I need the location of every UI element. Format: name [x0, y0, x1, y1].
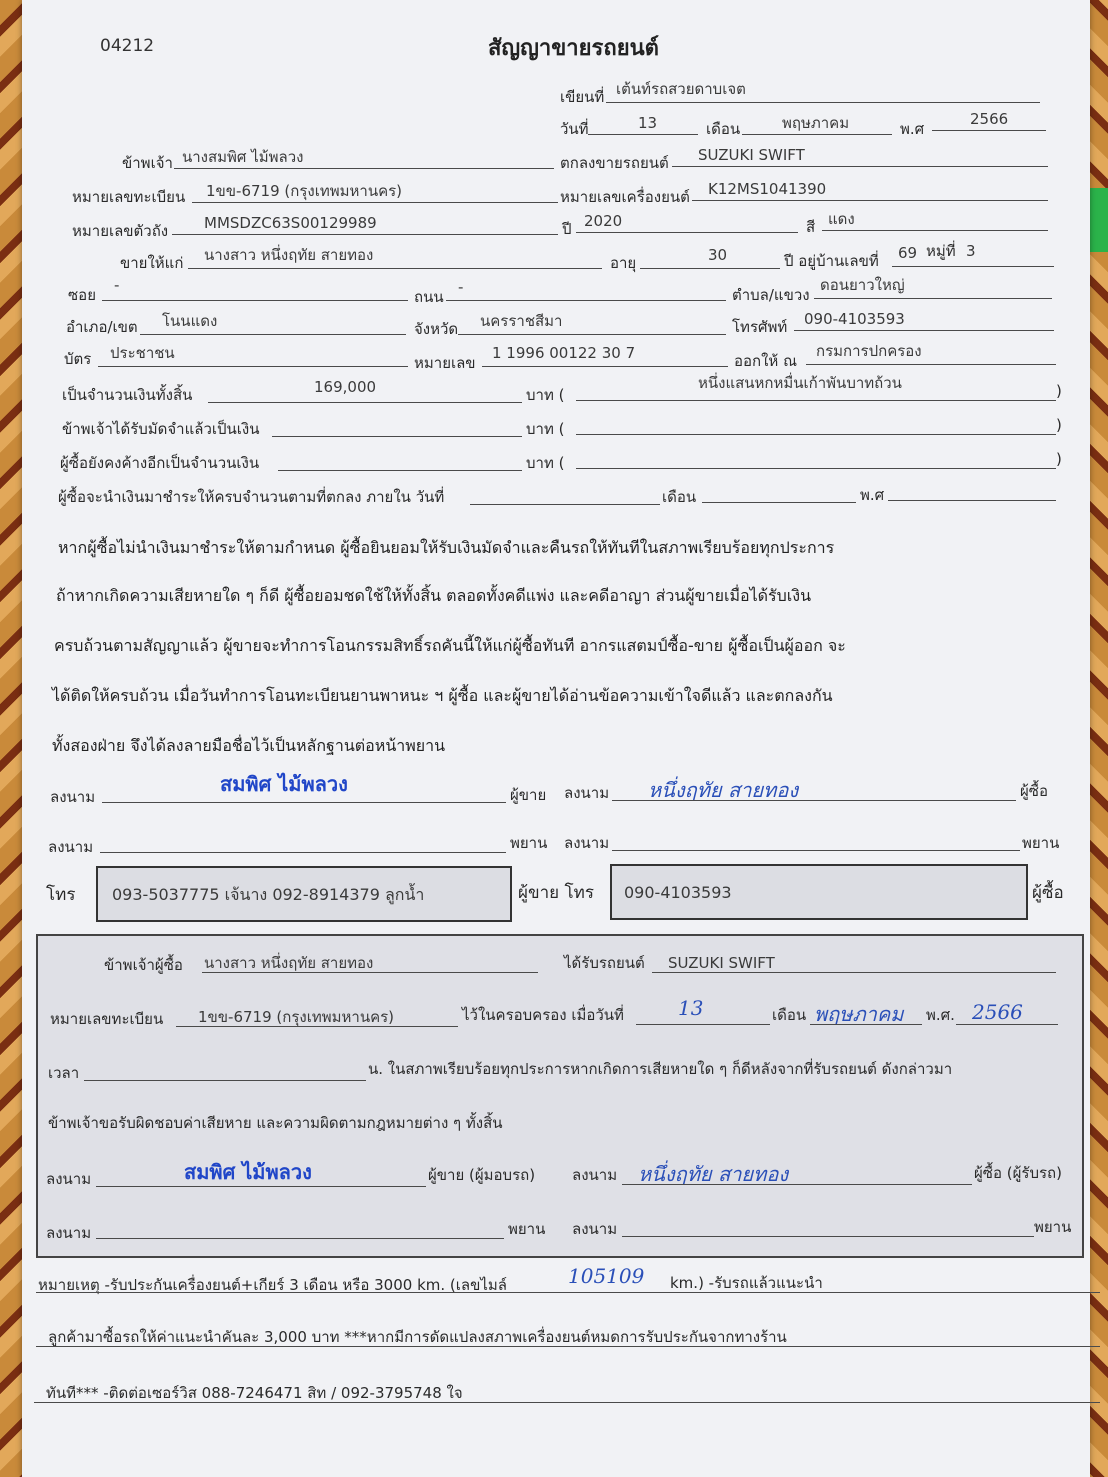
receipt-reg-label: หมายเลขทะเบียน: [50, 1010, 164, 1028]
color-value: แดง: [828, 210, 855, 228]
seller-phone-label: ผู้ขาย โทร: [518, 883, 594, 903]
underline: [482, 366, 728, 367]
underline: [822, 230, 1048, 231]
written-at-label: เขียนที่: [560, 88, 605, 106]
total-value: 169,000: [314, 378, 377, 396]
receipt-month-label: เดือน: [772, 1006, 807, 1024]
contract-paper: [22, 0, 1090, 1477]
engine-value: K12MS1041390: [708, 180, 827, 198]
receipt-buyer-role: ผู้ซื้อ (ผู้รับรถ): [974, 1164, 1062, 1182]
underline: [84, 1080, 366, 1081]
underline: [202, 972, 538, 973]
underline: [932, 130, 1046, 131]
amphoe-value: โนนแดง: [162, 312, 218, 330]
buyer-phone-box: [610, 864, 1028, 920]
close-paren: ): [1056, 382, 1062, 400]
road-value: -: [458, 278, 464, 296]
receipt-month: พฤษภาคม: [814, 1002, 904, 1026]
underline: [172, 234, 558, 235]
underline: [446, 300, 726, 301]
underline: [692, 200, 1048, 201]
underline: [612, 850, 1020, 851]
doc-number: 04212: [100, 36, 155, 56]
possess-label: ไว้ในครอบครอง เมื่อวันที่: [462, 1006, 624, 1024]
underline: [622, 1236, 1034, 1237]
underline: [622, 1184, 972, 1185]
agree-label: ตกลงขายรถยนต์: [560, 154, 669, 172]
underline: [36, 1346, 1100, 1347]
underline: [470, 504, 660, 505]
sign-label: ลงนาม: [48, 838, 94, 856]
receipt-seller-signature: สมพิศ ไม้พลวง: [184, 1160, 312, 1184]
underline: [892, 266, 1054, 267]
underline: [794, 330, 1054, 331]
id-label: หมายเลข: [414, 354, 476, 372]
underline: [34, 1402, 1100, 1403]
buyer-name: นางสาว หนึ่งฤทัย สายทอง: [204, 246, 374, 264]
chassis-value: MMSDZC63S00129989: [204, 214, 377, 232]
phone-value: 090-4103593: [804, 310, 905, 328]
underline: [612, 800, 1016, 801]
underline: [640, 268, 780, 269]
due-year-label: พ.ศ: [860, 486, 885, 504]
underline: [576, 232, 798, 233]
sign-label: ลงนาม: [50, 788, 96, 806]
soi-label: ซอย: [68, 286, 96, 304]
underline: [672, 166, 1048, 167]
sign-label: ลงนาม: [46, 1224, 92, 1242]
note-line2: ลูกค้ามาซื้อรถให้ค่าแนะนำคันละ 3,000 บาท ***หากมีการดัดแปลงสภาพเครื่องยนต์หมดการรับประกันจากทางร้าน: [48, 1328, 787, 1346]
underline: [192, 202, 558, 203]
underline: [810, 1024, 922, 1025]
phone-label: โทรศัพท์: [732, 318, 788, 336]
car-model: SUZUKI SWIFT: [698, 146, 805, 164]
receipt-line1: น. ในสภาพเรียบร้อยทุกประการหากเกิดการเสียหายใด ๆ ก็ดีหลังจากที่รับรถยนต์ ดังกล่าวมา: [368, 1060, 953, 1078]
term-line: หากผู้ซื้อไม่นำเงินมาชำระให้ตามกำหนด ผู้ซื้อยินยอมให้รับเงินมัดจำและคืนรถให้ทันทีในสภาพเรียบร้อยทุกประการ: [58, 538, 835, 557]
close-paren: ): [1056, 450, 1062, 468]
close-paren: ): [1056, 416, 1062, 434]
seller-label: ข้าพเจ้า: [122, 154, 173, 172]
underline: [888, 500, 1056, 501]
underline: [100, 852, 506, 853]
underline: [576, 400, 1056, 401]
seller-name: นางสมพิศ ไม้พลวง: [182, 148, 304, 166]
underline: [278, 470, 522, 471]
underline: [814, 298, 1052, 299]
written-at-value: เต้นท์รถสวยดาบเจต: [616, 80, 746, 98]
chassis-label: หมายเลขตัวถัง: [72, 222, 169, 240]
sign-label: ลงนาม: [564, 834, 610, 852]
house-label: ปี อยู่บ้านเลขที่: [784, 252, 879, 270]
note-line1-end: km.) -รับรถแล้วแนะนำ: [670, 1274, 823, 1292]
year-label: พ.ศ: [900, 120, 925, 138]
reg-label: หมายเลขทะเบียน: [72, 188, 186, 206]
age-label: อายุ: [610, 254, 637, 272]
car-year-label: ปี: [562, 220, 572, 238]
due-label: ผู้ซื้อจะนำเงินมาชำระให้ครบจำนวนตามที่ตกลง ภายใน วันที่: [58, 488, 445, 506]
buyer-signature: หนึ่งฤทัย สายทอง: [648, 778, 799, 802]
moo-label: หมู่ที่: [926, 242, 956, 260]
underline: [576, 468, 1056, 469]
term-line: ได้ติดให้ครบถ้วน เมื่อวันทำการโอนทะเบียนยานพาหนะ ฯ ผู้ซื้อ และผู้ขายได้อ่านข้อความเข้าใจดีแล้ว และตกลงกัน: [52, 686, 833, 705]
total-words: หนึ่งแสนหกหมื่นเก้าพันบาทถ้วน: [698, 374, 902, 392]
car-year-value: 2020: [584, 212, 623, 230]
witness-role: พยาน: [1022, 834, 1060, 852]
phone-label: โทร: [46, 885, 76, 905]
remain-label: ผู้ซื้อยังคงค้างอีกเป็นจำนวนเงิน: [60, 454, 260, 472]
issued-label: ออกให้ ณ: [734, 352, 797, 370]
seller-phones: 093-5037775 เจ้นาง 092-8914379 ลูกน้ำ: [112, 885, 425, 904]
underline: [102, 802, 506, 803]
underline: [272, 436, 522, 437]
age-value: 30: [708, 246, 728, 264]
page-title: สัญญาขายรถยนต์: [488, 36, 659, 61]
month-label: เดือน: [706, 120, 741, 138]
mileage: 105109: [568, 1264, 645, 1288]
seller-phone-box: [96, 866, 512, 922]
underline: [652, 972, 1056, 973]
receipt-year: 2566: [972, 1000, 1023, 1024]
witness-role: พยาน: [510, 834, 548, 852]
issued-value: กรมการปกครอง: [816, 342, 922, 360]
amphoe-label: อำเภอ/เขต: [66, 318, 138, 336]
receipt-line2: ข้าพเจ้าขอรับผิดชอบค่าเสียหาย และความผิดตามกฎหมายต่าง ๆ ทั้งสิ้น: [48, 1114, 503, 1132]
baht-label: บาท (: [526, 454, 565, 472]
underline: [636, 1024, 770, 1025]
underline: [806, 364, 1056, 365]
house-value: 69: [898, 244, 918, 262]
received-label: ได้รับรถยนต์: [564, 954, 645, 972]
sign-label: ลงนาม: [572, 1220, 618, 1238]
underline: [176, 1026, 458, 1027]
receipt-buyer-label: ข้าพเจ้าผู้ซื้อ: [104, 956, 183, 974]
underline: [208, 402, 522, 403]
underline: [742, 134, 892, 135]
road-label: ถนน: [414, 288, 444, 306]
underline: [102, 300, 408, 301]
underline: [188, 268, 602, 269]
receipt-buyer: นางสาว หนึ่งฤทัย สายทอง: [204, 954, 374, 972]
seller-role: ผู้ขาย: [510, 786, 547, 804]
engine-label: หมายเลขเครื่องยนต์: [560, 188, 690, 206]
day-label: วันที่: [560, 120, 589, 138]
total-label: เป็นจำนวนเงินทั้งสิ้น: [62, 386, 193, 404]
month-value: พฤษภาคม: [782, 114, 850, 132]
buyer-label: ขายให้แก่: [120, 254, 184, 272]
underline: [36, 1292, 1100, 1293]
seller-signature: สมพิศ ไม้พลวง: [220, 772, 348, 796]
baht-label: บาท (: [526, 420, 565, 438]
witness-role: พยาน: [1034, 1218, 1072, 1236]
tambon-value: ดอนยาวใหญ่: [820, 276, 905, 294]
underline: [956, 1024, 1058, 1025]
buyer-phone: 090-4103593: [624, 883, 732, 902]
time-label: เวลา: [48, 1064, 80, 1082]
day-value: 13: [638, 114, 658, 132]
buyer-role: ผู้ซื้อ: [1032, 883, 1064, 903]
color-label: สี: [806, 218, 816, 236]
underline: [576, 434, 1056, 435]
card-label: บัตร: [64, 350, 92, 368]
sign-label: ลงนาม: [572, 1166, 618, 1184]
buyer-role: ผู้ซื้อ: [1020, 782, 1048, 800]
term-line: ครบถ้วนตามสัญญาแล้ว ผู้ขายจะทำการโอนกรรมสิทธิ์รถคันนี้ให้แก่ผู้ซื้อทันที อากรแสตมป์ซื้อ-ขาย ผู้ซื้อเป็นผู้ออก จะ: [54, 636, 846, 655]
deposit-label: ข้าพเจ้าได้รับมัดจำแล้วเป็นเงิน: [62, 420, 260, 438]
card-value: ประชาชน: [110, 344, 175, 362]
baht-label: บาท (: [526, 386, 565, 404]
province-label: จังหวัด: [414, 320, 459, 338]
underline: [606, 102, 1040, 103]
year-value: 2566: [970, 110, 1009, 128]
due-month-label: เดือน: [662, 488, 697, 506]
underline: [174, 168, 554, 169]
id-value: 1 1996 00122 30 7: [492, 344, 636, 362]
sign-label: ลงนาม: [46, 1170, 92, 1188]
underline: [458, 334, 726, 335]
receipt-seller-role: ผู้ขาย (ผู้มอบรถ): [428, 1166, 536, 1184]
receipt-reg: 1ขข-6719 (กรุงเทพมหานคร): [198, 1008, 395, 1026]
receipt-buyer-signature: หนึ่งฤทัย สายทอง: [638, 1162, 789, 1186]
term-line: ถ้าหากเกิดความเสียหายใด ๆ ก็ดี ผู้ซื้อยอมชดใช้ให้ทั้งสิ้น ตลอดทั้งคดีแพ่ง และคดีอาญา ส่วนผู้ขายเมื่อได้รับเงิน: [56, 586, 812, 605]
receipt-year-label: พ.ศ.: [926, 1006, 955, 1024]
underline: [96, 1186, 426, 1187]
underline: [96, 1238, 504, 1239]
receipt-car: SUZUKI SWIFT: [668, 954, 775, 972]
underline: [140, 334, 406, 335]
receipt-day: 13: [678, 996, 704, 1020]
province-value: นครราชสีมา: [480, 312, 563, 330]
witness-role: พยาน: [508, 1220, 546, 1238]
note-line1: หมายเหตุ -รับประกันเครื่องยนต์+เกียร์ 3 เดือน หรือ 3000 km. (เลขไมล์: [38, 1276, 507, 1294]
receipt-section: [36, 934, 1084, 1258]
reg-value: 1ขข-6719 (กรุงเทพมหานคร): [206, 182, 403, 200]
underline: [98, 366, 408, 367]
tambon-label: ตำบล/แขวง: [732, 286, 810, 304]
sign-label: ลงนาม: [564, 784, 610, 802]
term-line: ทั้งสองฝ่าย จึงได้ลงลายมือชื่อไว้เป็นหลักฐานต่อหน้าพยาน: [52, 736, 446, 755]
underline: [588, 134, 698, 135]
underline: [702, 502, 856, 503]
soi-value: -: [114, 276, 120, 294]
moo-value: 3: [966, 242, 976, 260]
note-line3: ทันที*** -ติดต่อเซอร์วิส 088-7246471 สิท / 092-3795748 ใจ: [46, 1384, 463, 1402]
